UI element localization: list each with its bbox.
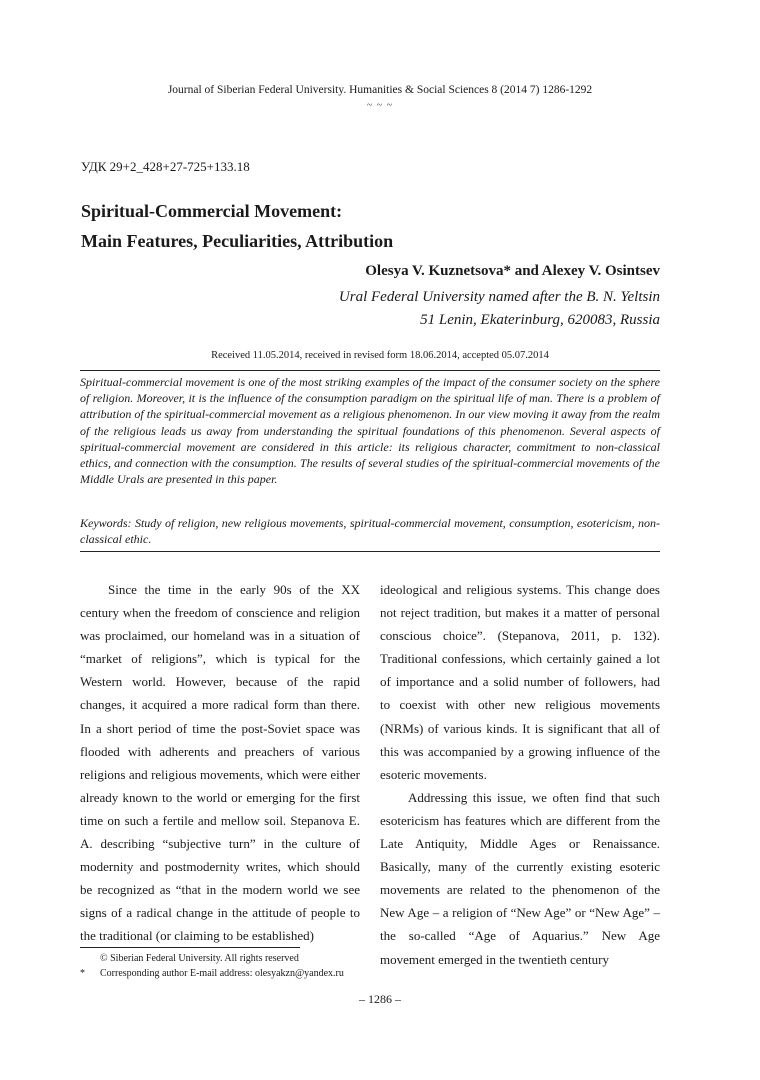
header-ornament: ~ ~ ~ [366,100,394,111]
corresponding-author-note [80,968,344,979]
udk-code: УДК 29+2_428+27-725+133.18 [81,159,250,174]
authors: Olesya V. Kuznetsova* and Alexey V. Osintsev [365,263,660,279]
body-paragraph: ideological and religious systems. This change does not reject tradition, but makes it a matter of personal conscious choice”. (Stepanova, 2011, p. 132). Traditional confessions, which certainly gained a lot of importance and a solid number of followers, had to coexist with other new religious movements (NRMs) of various kinds. It is significant that all of this was accompanied by a growing influence of the esoteric movements. [380,582,660,782]
abstract-bottom-rule [80,551,660,552]
keywords: Keywords: Study of religion, new religious movements, spiritual-commercial movement, consumption, esotericism, non-classical ethic. [80,516,660,547]
title-line-2: Main Features, Peculiarities, Attribution [81,231,394,251]
journal-header: Journal of Siberian Federal University. Humanities & Social Sciences 8 (2014 7) 1286-1292 [167,84,593,96]
corresponding-author-text: Corresponding author E-mail address: olesyakzn@yandex.ru [100,968,344,979]
body-paragraph: Since the time in the early 90s of the XX century when the freedom of conscience and religion was proclaimed, our homeland was in a situation of “market of religions”, which is typical for the Western world. However, because of the rapid changes, it acquired a more radical form than there. In a short period of time the post-Soviet space was flooded with adherents and preachers of various religions and religious movements, which were either already known to the world or emerging for the first time on such a fertile and mellow soil. Stepanova E. A. describing “subjective turn” in the culture of modernity and postmodernity writes, which should be recognized as “that in the modern world we see signs of a radical change in the attitude of people to the traditional (or claiming to be established) [80,582,360,944]
article-title [81,196,393,256]
abstract: Spiritual-commercial movement is one of the most striking examples of the impact of the consumer society on the sphere of religion. Moreover, it is the influence of the consumption paradigm on the spiritual life of man. There is a problem of attribution of the spiritual-commercial movement as a religious phenomenon. In our view moving it away from the realm of the religious leads us away from understanding the spiritual foundations of this phenomenon. Several aspects of spiritual-commercial movement are considered in this article: its religious character, commitment to non-classical ethics, and connection with the consumption. The results of several studies of the spiritual-commercial movements of the Middle Urals are presented in this paper. [80,375,660,487]
affiliation-line-1: Ural Federal University named after the B. N. Yeltsin [338,289,660,305]
received-dates: Received 11.05.2014, received in revised form 18.06.2014, accepted 05.07.2014 [211,350,549,361]
page-number: – 1286 – [359,992,401,1006]
footnote-mark: * [80,968,85,979]
footnote-rule [80,947,300,948]
body-column-left [80,578,360,948]
body-paragraph: Addressing this issue, we often find that such esotericism has features which are different from the Late Antiquity, Middle Ages or Renaissance. Basically, many of the currently existing esoteric movements are related to the phenomenon of the New Age – a religion of “New Age” or “New Age” – the so-called “Age of Aquarius.” New Age movement emerged in the twentieth century [380,789,660,967]
title-line-1: Spiritual-Commercial Movement: [81,201,343,221]
abstract-top-rule [80,370,660,371]
body-column-right [380,578,660,971]
copyright-note: © Siberian Federal University. All rights reserved [100,953,299,964]
affiliation-line-2: 51 Lenin, Ekaterinburg, 620083, Russia [420,312,660,328]
